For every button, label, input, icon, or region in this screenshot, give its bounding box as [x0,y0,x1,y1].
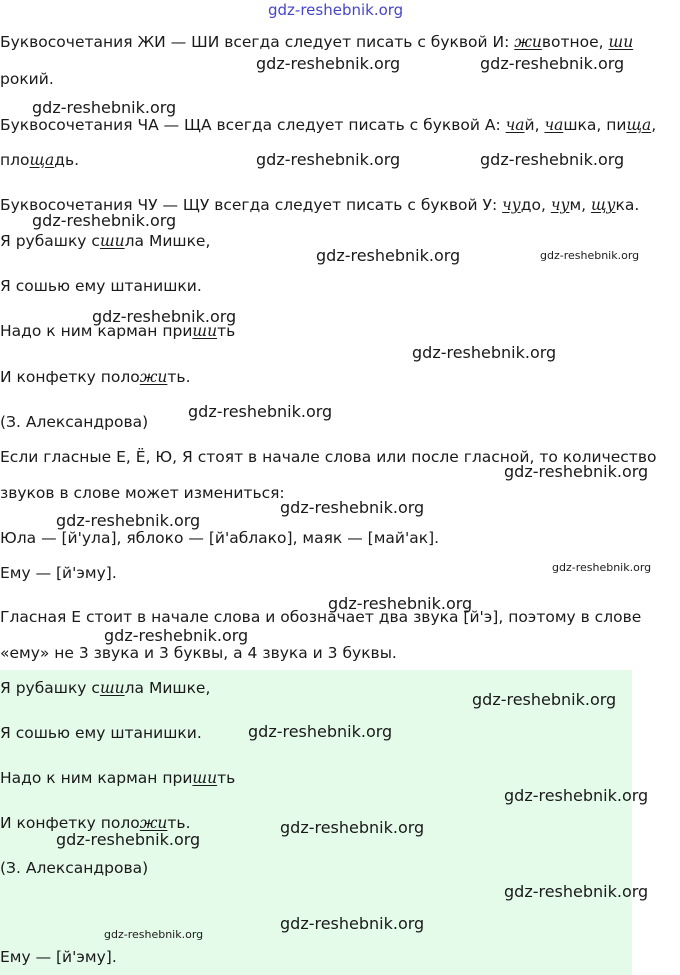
word-rest: ка. [615,196,640,214]
watermark: gdz-reshebnik.org [32,98,177,117]
watermark: gdz-reshebnik.org [56,830,201,849]
answer-poem-line-3 [0,767,235,789]
watermark: gdz-reshebnik.org [328,594,473,613]
highlight-syllable: ча [505,116,525,134]
answer-poem-author: (З. Александрова) [0,859,149,877]
watermark: gdz-reshebnik.org [412,343,557,362]
poem-text: И конфетку поло [0,368,140,386]
word-rest: пло [0,151,30,169]
poem-text: ть. [167,814,191,832]
highlight-syllable: чу [550,196,570,214]
poem-line-4 [0,366,191,388]
watermark: gdz-reshebnik.org [472,690,617,709]
word-rest: до, [520,196,551,214]
highlight-syllable: чу [502,196,521,214]
highlight-syllable: ши [99,679,125,697]
watermark: gdz-reshebnik.org [188,402,333,421]
word-rest: й, [524,116,545,134]
highlight-syllable: щу [591,196,616,214]
poem-text: Надо к ним карман при [0,769,193,787]
watermark: gdz-reshebnik.org [280,818,425,837]
vowels-examples: Юла — [й'ула], яблоко — [й'аблако], маяк — [май'ак]. [0,529,440,547]
watermark: gdz-reshebnik.org [248,722,393,741]
highlight-syllable: ши [192,769,218,787]
vowels-rule-line-2: звуков в слове может измениться: [0,484,285,502]
watermark: gdz-reshebnik.org [280,498,425,517]
watermark: gdz-reshebnik.org [316,246,461,265]
poem-author: (З. Александрова) [0,413,149,431]
highlight-syllable: ши [99,232,125,250]
watermark: gdz-reshebnik.org [504,882,649,901]
rule-zhi-shi-cont [0,68,54,90]
rule-text: Буквосочетания ЧУ — ЩУ всегда следует писать с буквой У: [0,196,503,214]
word-rest: шка, пи [563,116,627,134]
transcription-word: Ему — [й'эму]. [0,564,117,582]
answer-poem-line-2: Я сошью ему штанишки. [0,724,202,742]
vowels-rule-line-1: Если гласные Е, Ё, Ю, Я стоят в начале слова или после гласной, то количество [0,448,657,466]
poem-text: Я рубашку с [0,679,100,697]
highlight-syllable: жи [139,368,168,386]
rule-cha-scha [0,114,656,136]
highlight-syllable: жи [514,33,542,51]
poem-text: ла Мишке, [124,232,211,250]
highlight-syllable: ши [192,322,218,340]
watermark: gdz-reshebnik.org [268,1,404,19]
poem-text: ть [217,322,236,340]
word-rest: , [651,116,657,134]
poem-text: ла Мишке, [124,679,211,697]
answer-poem-line-1 [0,677,210,699]
watermark: gdz-reshebnik.org [480,150,625,169]
highlight-syllable: ча [544,116,564,134]
watermark: gdz-reshebnik.org [256,150,401,169]
answer-transcription: Ему — [й'эму]. [0,948,117,966]
poem-text: Я рубашку с [0,232,100,250]
word-rest: рокий. [0,70,54,88]
watermark: gdz-reshebnik.org [56,511,201,530]
watermark: gdz-reshebnik.org [540,249,640,262]
poem-line-1 [0,230,210,252]
highlight-syllable: жи [139,814,168,832]
word-rest: м, [569,196,592,214]
word-rest: вотное, [541,33,609,51]
watermark: gdz-reshebnik.org [104,626,249,645]
word-rest: дь. [54,151,80,169]
watermark: gdz-reshebnik.org [504,786,649,805]
watermark: gdz-reshebnik.org [104,928,204,941]
watermark: gdz-reshebnik.org [92,307,237,326]
explanation-line-1: Гласная Е стоит в начале слова и обозначает два звука [й'э], поэтому в слове [0,608,642,626]
watermark: gdz-reshebnik.org [552,561,652,574]
watermark: gdz-reshebnik.org [504,462,649,481]
highlight-syllable: ща [29,151,55,169]
watermark: gdz-reshebnik.org [32,211,177,230]
rule-text: Буквосочетания ЧА — ЩА всегда следует писать с буквой А: [0,116,506,134]
highlight-syllable: ши [608,33,634,51]
poem-line-2: Я сошью ему штанишки. [0,277,202,295]
highlight-syllable: ща [626,116,652,134]
watermark: gdz-reshebnik.org [280,914,425,933]
poem-text: ть [217,769,236,787]
rule-text: Буквосочетания ЖИ — ШИ всегда следует писать с буквой И: [0,33,515,51]
watermark: gdz-reshebnik.org [256,54,401,73]
poem-text: И конфетку поло [0,814,140,832]
rule-zhi-shi [0,31,633,53]
poem-text: ть. [167,368,191,386]
explanation-line-2: «ему» не 3 звука и 3 буквы, а 4 звука и 3 буквы. [0,644,397,662]
poem-text: Надо к ним карман при [0,322,193,340]
watermark: gdz-reshebnik.org [480,54,625,73]
rule-cha-scha-cont [0,149,79,171]
